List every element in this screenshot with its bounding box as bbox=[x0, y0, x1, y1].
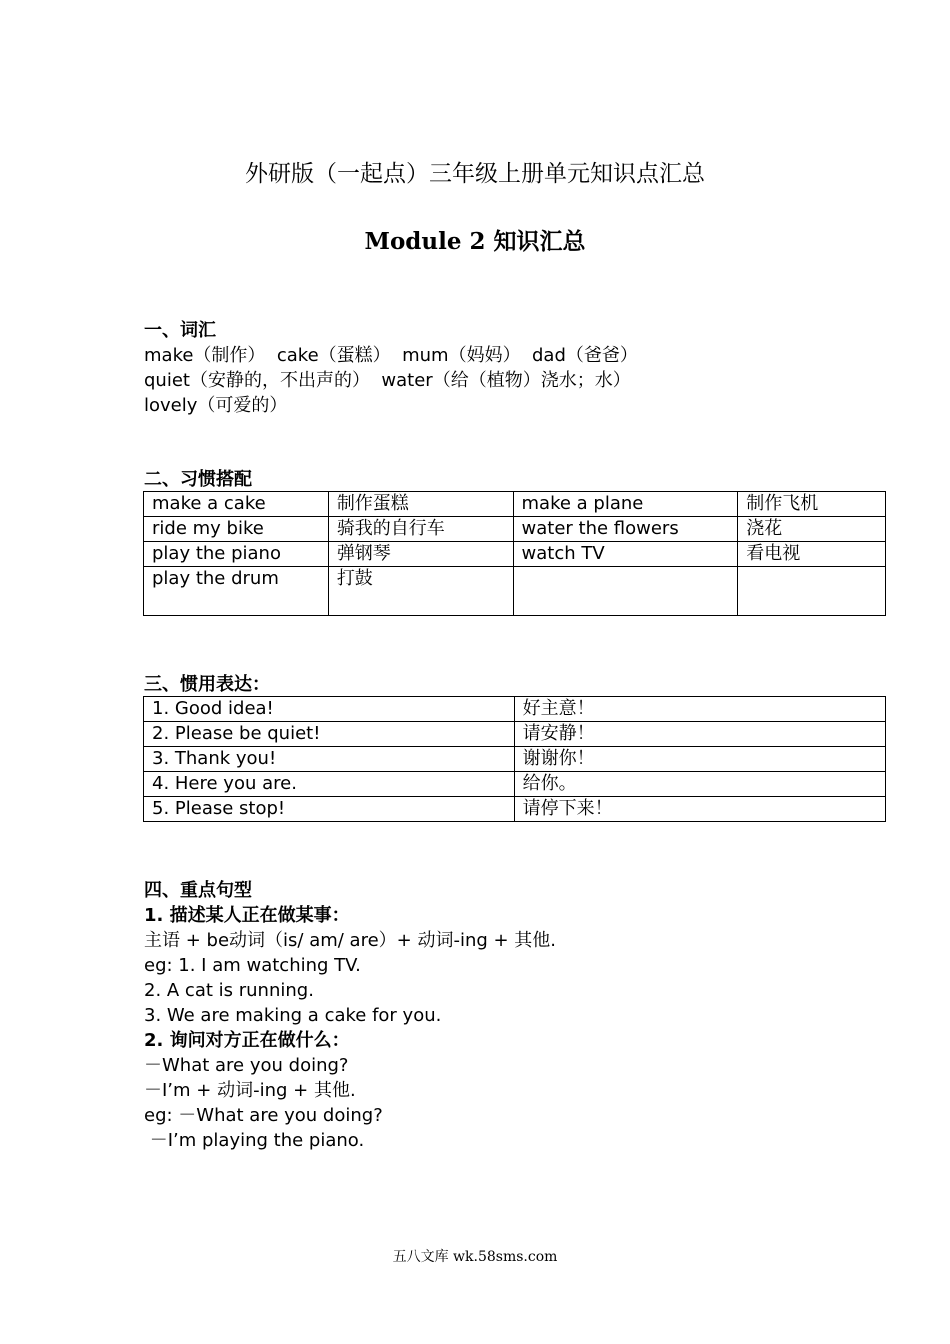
table-cell: 4. Here you are. bbox=[144, 772, 515, 797]
vocab-section bbox=[144, 318, 638, 418]
table-cell bbox=[513, 567, 738, 616]
sentence-line: 主语 + be动词（is/ am/ are）+ 动词-ing + 其他. bbox=[144, 930, 557, 951]
table-cell: watch TV bbox=[513, 542, 738, 567]
vocab-line: lovely（可爱的） bbox=[144, 395, 288, 416]
table-cell: 制作蛋糕 bbox=[328, 492, 513, 517]
table-row bbox=[144, 797, 886, 822]
sentences-section bbox=[144, 878, 556, 1153]
sentences-heading: 四、重点句型 bbox=[144, 880, 252, 901]
collocations-table bbox=[143, 491, 886, 616]
table-cell: 3. Thank you! bbox=[144, 747, 515, 772]
sentence-line: eg: 1. I am watching TV. bbox=[144, 955, 361, 976]
table-cell: 1. Good idea! bbox=[144, 697, 515, 722]
page-footer: 五八文库 wk.58sms.com bbox=[392, 1249, 558, 1265]
sentence-line: eg: －What are you doing? bbox=[144, 1105, 383, 1126]
expressions-table bbox=[143, 696, 886, 822]
collocations-heading bbox=[144, 467, 252, 492]
table-cell: make a cake bbox=[144, 492, 329, 517]
table-cell bbox=[738, 567, 886, 616]
table-cell: 请安静！ bbox=[514, 722, 885, 747]
document-title: 外研版（一起点）三年级上册单元知识点汇总 bbox=[245, 161, 705, 187]
table-cell: make a plane bbox=[513, 492, 738, 517]
table-row bbox=[144, 567, 886, 616]
table-cell: 给你。 bbox=[514, 772, 885, 797]
sentences-subheading: 2. 询问对方正在做什么： bbox=[144, 1030, 350, 1051]
table-cell: 好主意！ bbox=[514, 697, 885, 722]
sentence-line: －What are you doing? bbox=[144, 1055, 349, 1076]
collocations-heading-text: 二、习惯搭配 bbox=[144, 469, 252, 490]
table-row bbox=[144, 747, 886, 772]
table-cell: 看电视 bbox=[738, 542, 886, 567]
table-cell: 制作飞机 bbox=[738, 492, 886, 517]
sentence-line: －I’m + 动词-ing + 其他. bbox=[144, 1080, 356, 1101]
table-cell: 2. Please be quiet! bbox=[144, 722, 515, 747]
table-cell: 弹钢琴 bbox=[328, 542, 513, 567]
table-row bbox=[144, 517, 886, 542]
table-row bbox=[144, 542, 886, 567]
table-cell: play the piano bbox=[144, 542, 329, 567]
table-cell: ride my bike bbox=[144, 517, 329, 542]
table-row bbox=[144, 722, 886, 747]
table-cell: 打鼓 bbox=[328, 567, 513, 616]
expressions-heading bbox=[144, 672, 270, 697]
vocab-line: quiet（安静的，不出声的） water（给（植物）浇水；水） bbox=[144, 370, 631, 391]
table-row bbox=[144, 772, 886, 797]
vocab-heading: 一、词汇 bbox=[144, 320, 216, 341]
sentence-line: 2. A cat is running. bbox=[144, 980, 314, 1001]
expressions-heading-text: 三、惯用表达： bbox=[144, 674, 270, 695]
document-subtitle: Module 2 知识汇总 bbox=[364, 228, 586, 255]
table-row bbox=[144, 492, 886, 517]
table-row bbox=[144, 697, 886, 722]
sentence-line: 3. We are making a cake for you. bbox=[144, 1005, 442, 1026]
table-cell: 5. Please stop! bbox=[144, 797, 515, 822]
sentences-subheading: 1. 描述某人正在做某事： bbox=[144, 905, 350, 926]
vocab-line: make（制作） cake（蛋糕） mum（妈妈） dad（爸爸） bbox=[144, 345, 638, 366]
table-cell: water the flowers bbox=[513, 517, 738, 542]
table-cell: 骑我的自行车 bbox=[328, 517, 513, 542]
sentence-line: －I’m playing the piano. bbox=[144, 1130, 365, 1151]
table-cell: 请停下来！ bbox=[514, 797, 885, 822]
table-cell: 谢谢你！ bbox=[514, 747, 885, 772]
table-cell: 浇花 bbox=[738, 517, 886, 542]
table-cell: play the drum bbox=[144, 567, 329, 616]
